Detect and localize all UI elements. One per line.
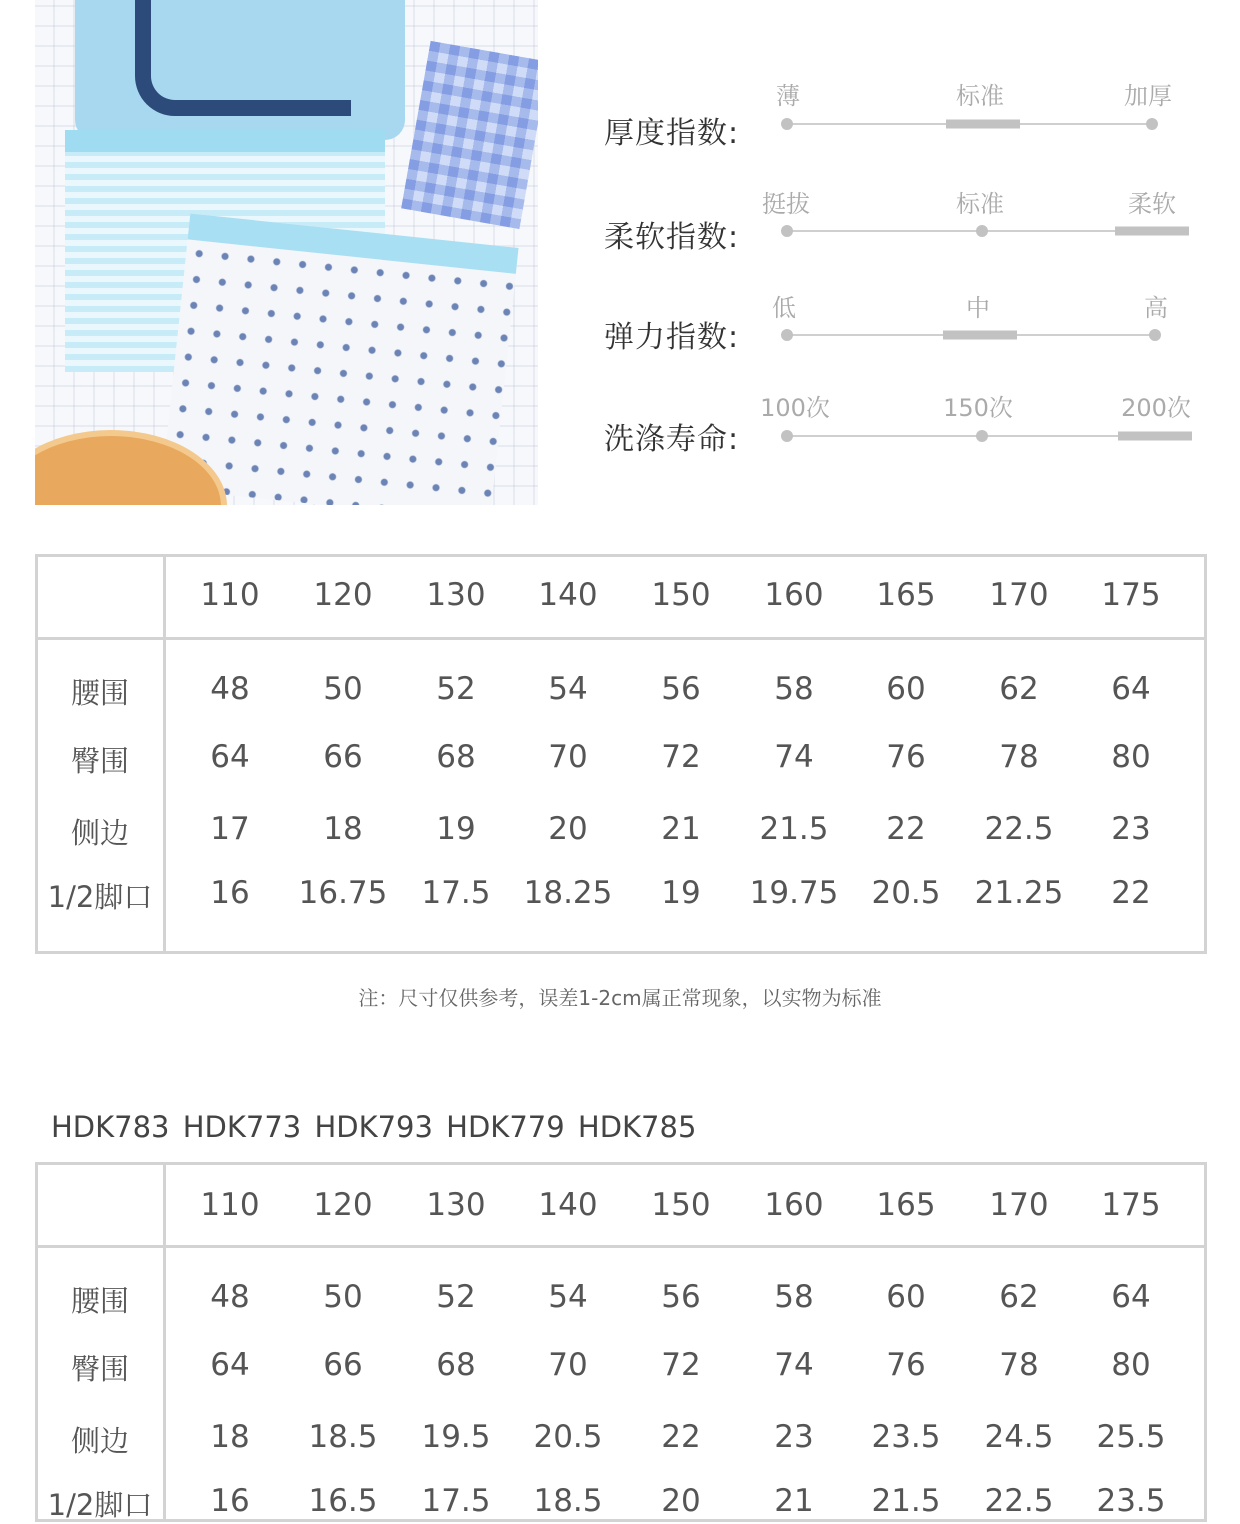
measurement-cell: 21.5 bbox=[759, 811, 829, 847]
size-header-cell: 150 bbox=[651, 1187, 711, 1223]
measurement-cell: 74 bbox=[774, 739, 814, 775]
index-option: 标准 bbox=[956, 82, 1004, 110]
index-option: 200次 bbox=[1121, 394, 1191, 422]
measurement-cell: 64 bbox=[210, 739, 250, 775]
measurement-cell: 80 bbox=[1111, 1347, 1151, 1383]
size-header-cell: 140 bbox=[538, 1187, 598, 1223]
measurement-label: 侧边 bbox=[70, 816, 130, 850]
blue-briefs-top bbox=[75, 0, 405, 140]
measurement-cell: 66 bbox=[323, 1347, 363, 1383]
table-divider bbox=[163, 557, 166, 951]
index-option: 150次 bbox=[943, 394, 1013, 422]
index-selected-marker bbox=[943, 331, 1017, 340]
index-dot bbox=[976, 430, 988, 442]
measurement-cell: 22 bbox=[661, 1419, 701, 1455]
measurement-cell: 19 bbox=[661, 875, 701, 911]
measurement-cell: 21.5 bbox=[871, 1483, 941, 1519]
measurement-cell: 20.5 bbox=[871, 875, 941, 911]
index-option: 100次 bbox=[760, 394, 830, 422]
measurement-cell: 60 bbox=[886, 1279, 926, 1315]
size-header-cell: 150 bbox=[651, 577, 711, 613]
measurement-cell: 22.5 bbox=[984, 811, 1054, 847]
measurement-cell: 17.5 bbox=[421, 1483, 491, 1519]
measurement-cell: 16.5 bbox=[308, 1483, 378, 1519]
measurement-cell: 58 bbox=[774, 1279, 814, 1315]
measurement-cell: 20 bbox=[661, 1483, 701, 1519]
index-selected-marker bbox=[1118, 432, 1192, 441]
measurement-cell: 18.5 bbox=[308, 1419, 378, 1455]
measurement-cell: 17 bbox=[210, 811, 250, 847]
index-option: 高 bbox=[1144, 294, 1168, 322]
measurement-cell: 64 bbox=[1111, 1279, 1151, 1315]
measurement-cell: 50 bbox=[323, 671, 363, 707]
model-numbers: HDK783 HDK773 HDK793 HDK779 HDK785 bbox=[51, 1110, 697, 1144]
measurement-cell: 22 bbox=[1111, 875, 1151, 911]
size-header-cell: 160 bbox=[764, 1187, 824, 1223]
size-header-cell: 120 bbox=[313, 1187, 373, 1223]
measurement-label: 臀围 bbox=[70, 1352, 130, 1386]
measurement-cell: 23 bbox=[774, 1419, 814, 1455]
measurement-cell: 17.5 bbox=[421, 875, 491, 911]
index-dot bbox=[976, 225, 988, 237]
size-header-cell: 165 bbox=[876, 1187, 936, 1223]
measurement-cell: 68 bbox=[436, 1347, 476, 1383]
index-selected-marker bbox=[946, 120, 1020, 129]
measurement-cell: 54 bbox=[548, 1279, 588, 1315]
softness-index bbox=[604, 178, 1204, 258]
size-header-cell: 175 bbox=[1101, 577, 1161, 613]
printed-briefs bbox=[161, 214, 518, 505]
measurement-cell: 56 bbox=[661, 671, 701, 707]
measurement-cell: 23 bbox=[1111, 811, 1151, 847]
size-header-cell: 110 bbox=[200, 1187, 260, 1223]
measurement-cell: 78 bbox=[999, 1347, 1039, 1383]
measurement-cell: 18.25 bbox=[523, 875, 613, 911]
measurement-cell: 68 bbox=[436, 739, 476, 775]
measurement-cell: 21.25 bbox=[974, 875, 1064, 911]
elasticity-index bbox=[604, 282, 1204, 362]
measurement-cell: 64 bbox=[210, 1347, 250, 1383]
measurement-cell: 22.5 bbox=[984, 1483, 1054, 1519]
measurement-cell: 56 bbox=[661, 1279, 701, 1315]
measurement-label: 1/2脚口 bbox=[47, 880, 153, 914]
index-track bbox=[787, 435, 1157, 437]
measurement-label: 1/2脚口 bbox=[47, 1488, 153, 1522]
measurement-cell: 19.5 bbox=[421, 1419, 491, 1455]
measurement-cell: 54 bbox=[548, 671, 588, 707]
measurement-cell: 80 bbox=[1111, 739, 1151, 775]
index-dot bbox=[781, 430, 793, 442]
measurement-cell: 70 bbox=[548, 1347, 588, 1383]
measurement-cell: 52 bbox=[436, 671, 476, 707]
index-label: 柔软指数: bbox=[604, 220, 740, 255]
measurement-label: 臀围 bbox=[70, 744, 130, 778]
measurement-cell: 52 bbox=[436, 1279, 476, 1315]
size-table-1 bbox=[35, 554, 1207, 954]
measurement-cell: 78 bbox=[999, 739, 1039, 775]
size-header-cell: 160 bbox=[764, 577, 824, 613]
index-dot bbox=[781, 329, 793, 341]
measurement-cell: 74 bbox=[774, 1347, 814, 1383]
index-track bbox=[787, 230, 1157, 232]
size-header-cell: 120 bbox=[313, 577, 373, 613]
measurement-label: 腰围 bbox=[70, 1284, 130, 1318]
measurement-cell: 50 bbox=[323, 1279, 363, 1315]
size-table-2 bbox=[35, 1162, 1207, 1522]
index-option: 柔软 bbox=[1128, 190, 1176, 218]
index-option: 标准 bbox=[956, 190, 1004, 218]
index-option: 薄 bbox=[776, 82, 800, 110]
wash-life-index bbox=[604, 384, 1204, 464]
index-dot bbox=[1149, 329, 1161, 341]
measurement-cell: 21 bbox=[661, 811, 701, 847]
measurement-cell: 76 bbox=[886, 739, 926, 775]
index-label: 厚度指数: bbox=[604, 116, 740, 151]
measurement-cell: 64 bbox=[1111, 671, 1151, 707]
index-option: 加厚 bbox=[1124, 82, 1172, 110]
thickness-index bbox=[604, 72, 1204, 152]
measurement-cell: 20 bbox=[548, 811, 588, 847]
size-note: 注：尺寸仅供参考，误差1-2cm属正常现象，以实物为标准 bbox=[358, 986, 882, 1010]
measurement-cell: 24.5 bbox=[984, 1419, 1054, 1455]
measurement-cell: 25.5 bbox=[1096, 1419, 1166, 1455]
measurement-cell: 72 bbox=[661, 1347, 701, 1383]
measurement-cell: 19.75 bbox=[749, 875, 839, 911]
size-header-cell: 110 bbox=[200, 577, 260, 613]
index-option: 挺拔 bbox=[762, 190, 810, 218]
size-header-cell: 175 bbox=[1101, 1187, 1161, 1223]
measurement-cell: 23.5 bbox=[1096, 1483, 1166, 1519]
measurement-cell: 19 bbox=[436, 811, 476, 847]
measurement-cell: 58 bbox=[774, 671, 814, 707]
measurement-cell: 16.75 bbox=[298, 875, 388, 911]
measurement-cell: 62 bbox=[999, 671, 1039, 707]
index-dot bbox=[1146, 118, 1158, 130]
size-header-cell: 130 bbox=[426, 577, 486, 613]
measurement-cell: 60 bbox=[886, 671, 926, 707]
measurement-cell: 72 bbox=[661, 739, 701, 775]
index-dot bbox=[781, 225, 793, 237]
index-dot bbox=[781, 118, 793, 130]
measurement-cell: 21 bbox=[774, 1483, 814, 1519]
size-header-cell: 170 bbox=[989, 577, 1049, 613]
measurement-cell: 48 bbox=[210, 1279, 250, 1315]
navy-waistband bbox=[135, 0, 351, 116]
measurement-cell: 62 bbox=[999, 1279, 1039, 1315]
product-photo bbox=[35, 0, 538, 505]
measurement-cell: 48 bbox=[210, 671, 250, 707]
size-header-cell: 170 bbox=[989, 1187, 1049, 1223]
table-divider bbox=[163, 1165, 166, 1519]
index-option: 低 bbox=[772, 294, 796, 322]
index-label: 洗涤寿命: bbox=[604, 422, 740, 457]
measurement-cell: 23.5 bbox=[871, 1419, 941, 1455]
measurement-cell: 70 bbox=[548, 739, 588, 775]
measurement-cell: 16 bbox=[210, 1483, 250, 1519]
size-header-cell: 130 bbox=[426, 1187, 486, 1223]
measurement-label: 侧边 bbox=[70, 1424, 130, 1458]
size-header-cell: 165 bbox=[876, 577, 936, 613]
measurement-cell: 18 bbox=[323, 811, 363, 847]
measurement-cell: 18.5 bbox=[533, 1483, 603, 1519]
measurement-cell: 18 bbox=[210, 1419, 250, 1455]
measurement-cell: 20.5 bbox=[533, 1419, 603, 1455]
measurement-label: 腰围 bbox=[70, 676, 130, 710]
index-label: 弹力指数: bbox=[604, 320, 740, 355]
index-selected-marker bbox=[1115, 227, 1189, 236]
measurement-cell: 66 bbox=[323, 739, 363, 775]
index-option: 中 bbox=[966, 294, 990, 322]
measurement-cell: 22 bbox=[886, 811, 926, 847]
measurement-cell: 76 bbox=[886, 1347, 926, 1383]
measurement-cell: 16 bbox=[210, 875, 250, 911]
size-header-cell: 140 bbox=[538, 577, 598, 613]
